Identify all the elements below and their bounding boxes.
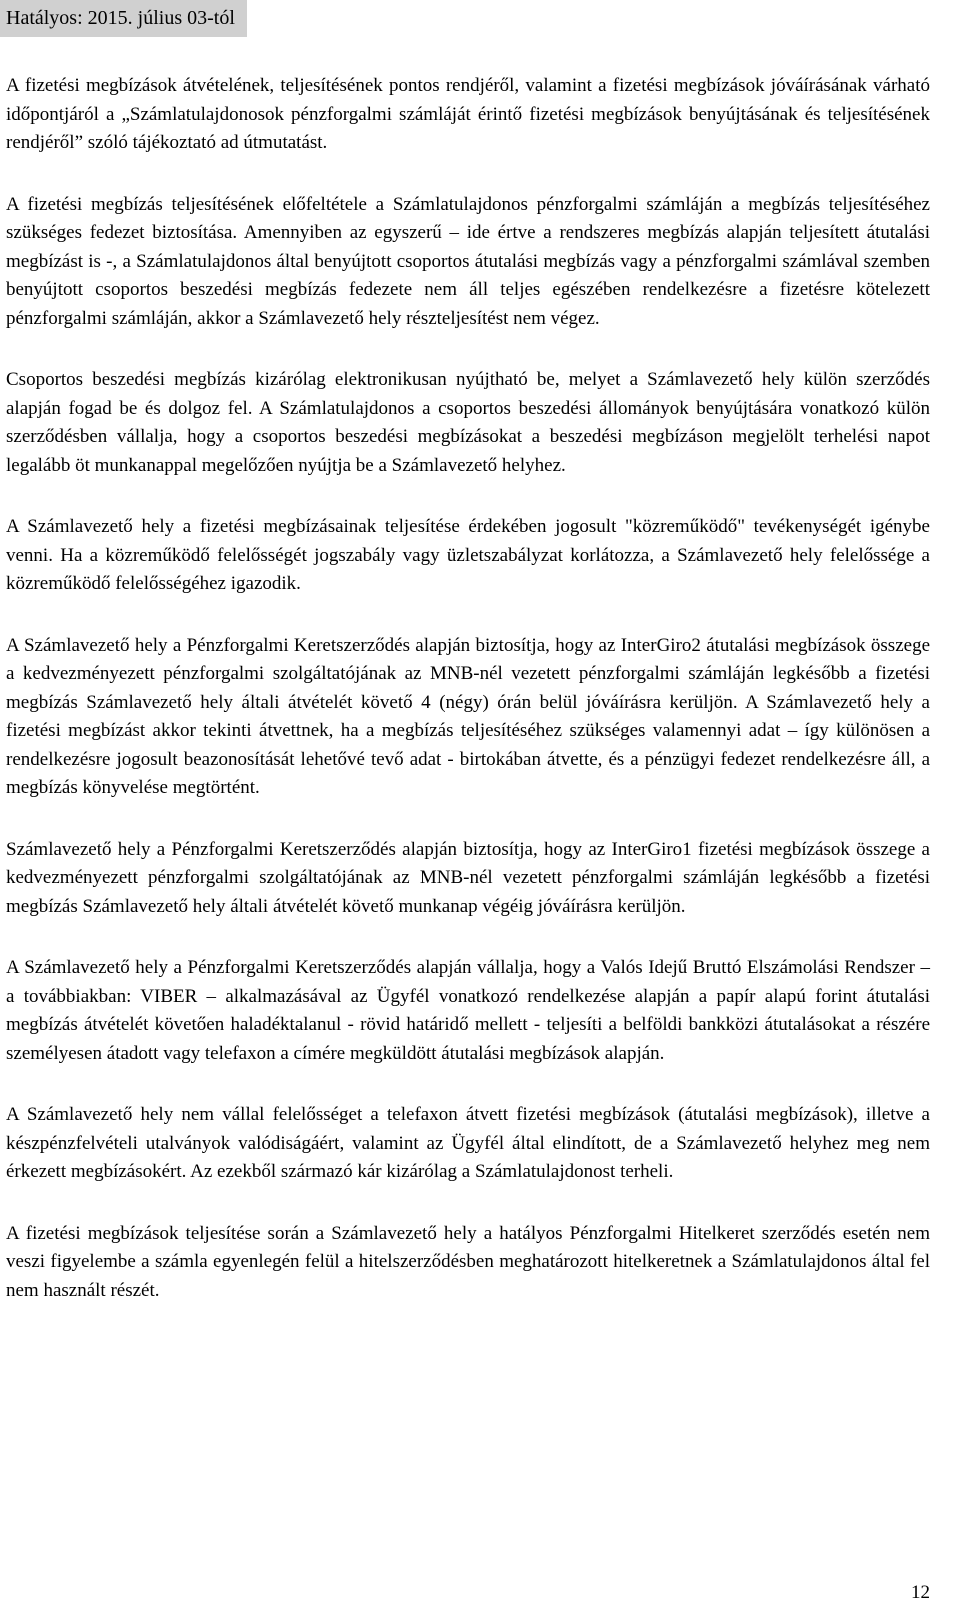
paragraph-6: Számlavezető hely a Pénzforgalmi Keretszerződés alapján biztosítja, hogy az InterGiro1 fizetési megbízások összege a kedvezményezett pénzforgalmi szolgáltatójának az MNB-nél vezetett pénzforgalmi számláján legkésőbb a fizetési megbízás Számlavezető hely általi átvételét követő munkanap végéig jóváírásra kerüljön.: [6, 838, 930, 917]
paragraph-7: A Számlavezető hely a Pénzforgalmi Keretszerződés alapján vállalja, hogy a Valós Idejű Bruttó Elszámolási Rendszer – a továbbiakban: VIBER – alkalmazásával az Ügyfél vonatkozó rendelkezése alapján a papír alapú forint átutalási megbízás átvételét követően haladéktalanul - rövid határidő mellett - teljesíti a belföldi bankközi átutalásokat a részére személyesen átadott vagy telefaxon a címére megküldött átutalási megbízások alapján.: [6, 957, 930, 1064]
paragraph-5: A Számlavezető hely a Pénzforgalmi Keretszerződés alapján biztosítja, hogy az InterGiro2 átutalási megbízások összege a kedvezményezett pénzforgalmi szolgáltatójának az MNB-nél vezetett pénzforgalmi számláján legkésőbb a fizetési megbízás Számlavezető hely általi átvételét követő 4 (négy) órán belül jóváírásra kerüljön. A Számlavezető hely a fizetési megbízást akkor tekinti átvettnek, ha a megbízás teljesítéséhez szükséges valamennyi adat – így különösen a rendelkezésre jogosult beazonosítását lehetővé tevő adat - birtokában átvette, és a pénzügyi fedezet rendelkezésre áll, a megbízás könyvelése megtörtént.: [6, 634, 930, 798]
paragraph-8: A Számlavezető hely nem vállal felelősséget a telefaxon átvett fizetési megbízások (átutalási megbízások), illetve a készpénzfelvételi utalványok valódiságáért, valamint az Ügyfél által elindított, de a Számlavezető helyhez meg nem érkezett megbízásokért. Az ezekből származó kár kizárólag a Számlatulajdonost terheli.: [6, 1104, 930, 1182]
page-number: 12: [911, 1582, 930, 1603]
paragraph-4: A Számlavezető hely a fizetési megbízásainak teljesítése érdekében jogosult "közreműködő" tevékenységét igénybe venni. Ha a közreműködő felelősségét jogszabály vagy üzletszabályzat korlátozza, a Számlavezető hely felelőssége a közreműködő felelősségéhez igazodik.: [6, 516, 930, 594]
paragraph-9: A fizetési megbízások teljesítése során a Számlavezető hely a hatályos Pénzforgalmi Hitelkeret szerződés esetén nem veszi figyelembe a számla egyenlegén felül a hitelszerződésben meghatározott hitelkeretnek a Számlatulajdonos által fel nem használt részét.: [6, 1222, 930, 1301]
document-body: [6, 72, 930, 1338]
paragraph-3: Csoportos beszedési megbízás kizárólag elektronikusan nyújtható be, melyet a Számlavezető hely külön szerződés alapján fogad be és dolgoz fel. A Számlatulajdonos a csoportos beszedési állományok benyújtására vonatkozó külön szerződésben vállalja, hogy a csoportos beszedési megbízásokat a beszedési megbízáson megjelölt terhelési napot legalább öt munkanappal megelőzően nyújtja be a Számlavezető helyhez.: [6, 369, 930, 476]
paragraph-2: A fizetési megbízás teljesítésének előfeltétele a Számlatulajdonos pénzforgalmi számláján a megbízás teljesítéséhez szükséges fedezet biztosítása. Amennyiben az egyszerű – ide értve a rendszeres megbízás alapján teljesített átutalási megbízást is -, a Számlatulajdonos által benyújtott csoportos átutalási megbízás vagy a pénzforgalmi számlával szemben benyújtott csoportos beszedési megbízás fedezete nem áll teljes egészében rendelkezésre a fizetésre kötelezett pénzforgalmi számláján, akkor a Számlavezető hely részteljesítést nem végez.: [6, 193, 930, 329]
effective-date-header: Hatályos: 2015. július 03-tól: [0, 0, 247, 37]
paragraph-1: A fizetési megbízások átvételének, teljesítésének pontos rendjéről, valamint a fizetési megbízások jóváírásának várható időpontjáról a „Számlatulajdonosok pénzforgalmi számláját érintő fizetési megbízások benyújtásának és teljesítésének rendjéről” szóló tájékoztató ad útmutatást.: [6, 75, 930, 153]
